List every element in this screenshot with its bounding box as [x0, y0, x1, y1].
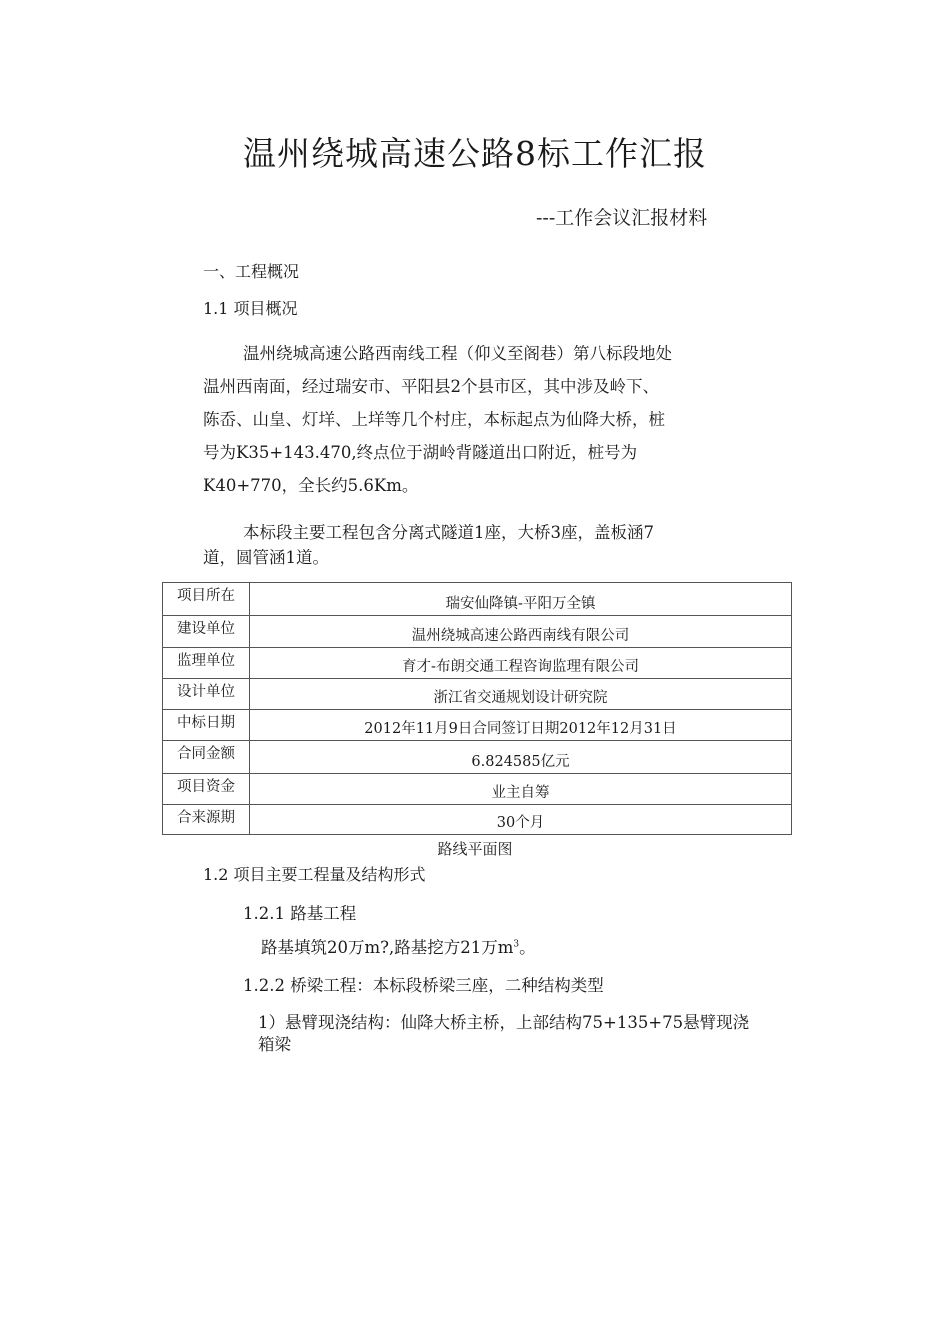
subsection-heading-subgrade: 1.2.1 路基工程 [243, 904, 357, 923]
row-label [163, 805, 250, 835]
bridge-structure-item: 1）悬臂现浇结构：仙降大桥主桥，上部结构75+135+75悬臂现浇箱梁 [258, 1013, 750, 1054]
row-label-text: 设计单位 [177, 684, 235, 700]
subgrade-quantities-text [261, 934, 536, 958]
subgrade-text-main: 路基填筑20万m?,路基挖方21万m [261, 938, 514, 957]
main-works-paragraph [203, 520, 751, 570]
row-value: 2012年11月9日合同签订日期2012年12月31日 [250, 710, 792, 741]
subgrade-text-tail: 。 [519, 938, 536, 957]
row-label-text: 合来源期 [177, 810, 235, 826]
row-value: 育才-布朗交通工程咨询监理有限公司 [250, 648, 792, 679]
paragraph-line: 本标段主要工程包含分离式隧道1座，大桥3座，盖板涵7 [243, 523, 654, 542]
paragraph-line: 温州绕城高速公路西南线工程（仰义至阁巷）第八标段地处 [243, 344, 672, 363]
row-value: 浙江省交通规划设计研究院 [250, 679, 792, 710]
project-overview-paragraph [203, 337, 751, 502]
row-value: 业主自筹 [250, 774, 792, 805]
paragraph-line: 道，圆管涵1道。 [203, 548, 329, 567]
document-subtitle: ---工作会议汇报材料 [536, 207, 708, 229]
row-label-text: 中标日期 [177, 715, 235, 731]
row-value: 瑞安仙降镇-平阳万全镇 [250, 583, 792, 616]
row-label [163, 616, 250, 648]
row-label [163, 648, 250, 679]
table-row [163, 648, 792, 679]
row-label [163, 774, 250, 805]
row-label-text: 合同金额 [177, 746, 235, 762]
table-row [163, 741, 792, 774]
cubic-superscript: 3 [513, 939, 520, 950]
row-label-text: 项目所在 [177, 588, 235, 604]
row-value: 温州绕城高速公路西南线有限公司 [250, 616, 792, 648]
section-heading-overview: 一、工程概况 [203, 262, 300, 281]
row-label [163, 679, 250, 710]
row-label-text: 监理单位 [177, 653, 235, 669]
table-row [163, 679, 792, 710]
row-label [163, 741, 250, 774]
paragraph-line: 号为K35+143.470,终点位于湖岭背隧道出口附近，桩号为 [203, 443, 638, 462]
row-label [163, 583, 250, 616]
table-row [163, 710, 792, 741]
table-row [163, 583, 792, 616]
section-heading-quantities: 1.2 项目主要工程量及结构形式 [203, 865, 426, 884]
row-value: 30个月 [250, 805, 792, 835]
paragraph-line: 温州西南面，经过瑞安市、平阳县2个县市区，其中涉及岭下、 [203, 377, 659, 396]
row-label [163, 710, 250, 741]
document-title: 温州绕城高速公路8标工作汇报 [243, 134, 707, 173]
subsection-heading-bridges: 1.2.2 桥梁工程：本标段桥梁三座，二种结构类型 [243, 976, 604, 995]
table-row [163, 805, 792, 835]
table-row [163, 616, 792, 648]
paragraph-line: K40+770，全长约5.6Km。 [203, 476, 419, 495]
row-label-text: 建设单位 [177, 621, 235, 637]
route-plan-caption: 路线平面图 [437, 840, 513, 858]
paragraph-line: 陈岙、山皇、灯垟、上垟等几个村庄，本标起点为仙降大桥，桩 [203, 410, 665, 429]
row-label-text: 项目资金 [177, 779, 235, 795]
table-row [163, 774, 792, 805]
project-info-table [162, 582, 792, 835]
section-heading-project-overview: 1.1 项目概况 [203, 299, 298, 318]
row-value: 6.824585亿元 [250, 741, 792, 774]
